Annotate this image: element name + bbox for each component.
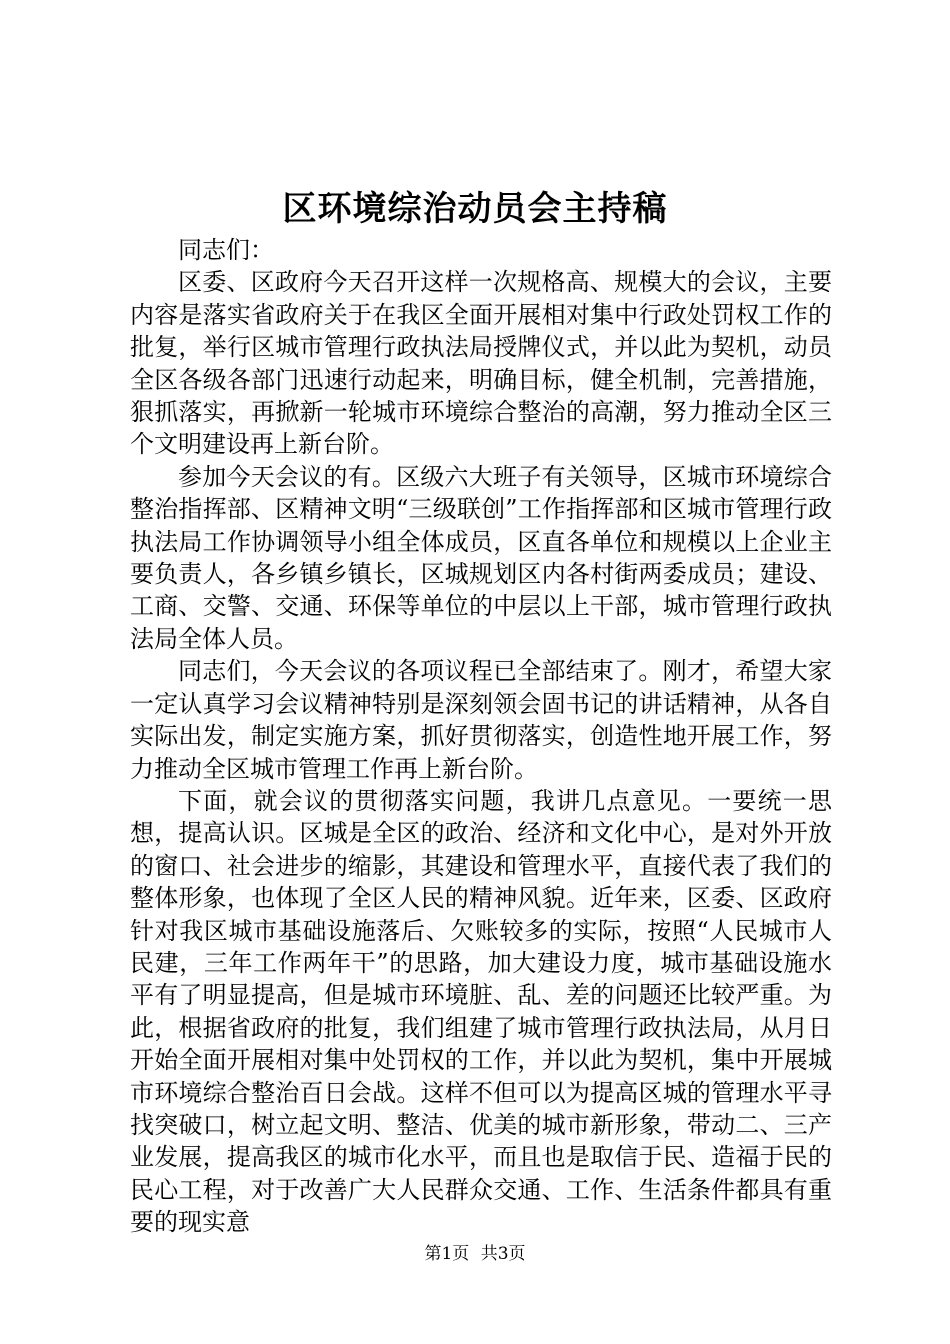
- paragraph-3: 同志们，今天会议的各项议程已全部结束了。刚才，希望大家一定认真学习会议精神特别是深刻领会固书记的讲话精神，从各自实际出发，制定实施方案，抓好贯彻落实，创造性地开展工作，努力推动全区城市管理工作再上新台阶。: [130, 657, 832, 783]
- document-title: 区环境综治动员会主持稿: [282, 189, 668, 229]
- paragraph-4: 下面，就会议的贯彻落实问题，我讲几点意见。一要统一思想，提高认识。区城是全区的政治、经济和文化中心，是对外开放的窗口、社会进步的缩影，其建设和管理水平，直接代表了我们的整体形象，也体现了全区人民的精神风貌。近年来，区委、区政府针对我区城市基础设施落后、欠账较多的实际，按照“人民城市人民建，三年工作两年干”的思路，加大建设力度，城市基础设施水平有了明显提高，但是城市环境脏、乱、差的问题还比较严重。为此，根据省政府的批复，我们组建了城市管理行政执法局，从月日开始全面开展相对集中处罚权的工作，并以此为契机，集中开展城市环境综合整治百日会战。这样不但可以为提高区城的管理水平寻找突破口，树立起文明、整洁、优美的城市新形象，带动二、三产业发展，提高我区的城市化水平，而且也是取信于民、造福于民的民心工程，对于改善广大人民群众交通、工作、生活条件都具有重要的现实意: [130, 786, 832, 1237]
- document-body: [130, 234, 832, 1239]
- page-footer: [0, 1242, 950, 1266]
- page-number-current: 第1页: [424, 1244, 470, 1264]
- paragraph-2: 参加今天会议的有。区级六大班子有关领导，区城市环境综合整治指挥部、区精神文明“三级联创”工作指挥部和区城市管理行政执法局工作协调领导小组全体成员，区直各单位和规模以上企业主要负责人，各乡镇乡镇长，区城规划区内各村街两委成员；建设、工商、交警、交通、环保等单位的中层以上干部，城市管理行政执法局全体人员。: [130, 462, 832, 653]
- salutation: 同志们：: [178, 236, 274, 264]
- paragraph-1: 区委、区政府今天召开这样一次规格高、规模大的会议，主要内容是落实省政府关于在我区全面开展相对集中行政处罚权工作的批复，举行区城市管理行政执法局授牌仪式，并以此为契机，动员全区各级各部门迅速行动起来，明确目标，健全机制，完善措施，狠抓落实，再掀新一轮城市环境综合整治的高潮，努力推动全区三个文明建设再上新台阶。: [130, 268, 832, 459]
- page-number-total: 共3页: [480, 1244, 526, 1264]
